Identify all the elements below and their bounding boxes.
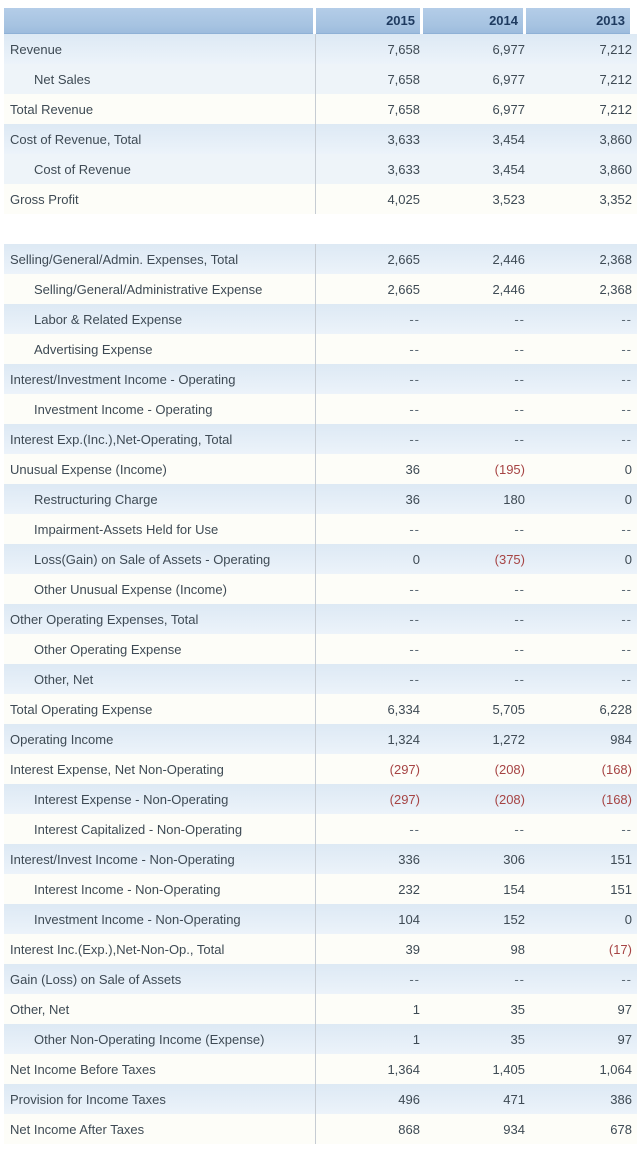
row-label: Total Revenue bbox=[4, 94, 316, 124]
value-2013: 7,212 bbox=[599, 41, 632, 57]
value-2013: 3,352 bbox=[599, 191, 632, 207]
value-2013: 151 bbox=[610, 851, 632, 867]
section-gap bbox=[4, 214, 637, 244]
value-2013: 3,860 bbox=[599, 161, 632, 177]
value-2013: -- bbox=[621, 371, 632, 387]
value-2013: 97 bbox=[617, 1001, 632, 1017]
value-2014: 1,405 bbox=[492, 1061, 525, 1077]
value-2015: 4,025 bbox=[387, 191, 420, 207]
table-row bbox=[4, 844, 637, 874]
value-2014: (375) bbox=[494, 551, 525, 567]
value-2013: 0 bbox=[624, 551, 632, 567]
header-year-2015: 2015 bbox=[316, 8, 420, 34]
table-row bbox=[4, 724, 637, 754]
value-2015: -- bbox=[409, 311, 420, 327]
value-2015: 1 bbox=[412, 1001, 420, 1017]
table-row bbox=[4, 274, 637, 304]
value-2014: (195) bbox=[494, 461, 525, 477]
value-2014: 2,446 bbox=[492, 251, 525, 267]
value-2014: 1,272 bbox=[492, 731, 525, 747]
value-2013: (168) bbox=[601, 761, 632, 777]
table-row bbox=[4, 154, 637, 184]
value-2014: -- bbox=[514, 371, 525, 387]
row-label: Interest Exp.(Inc.),Net-Operating, Total bbox=[4, 424, 316, 454]
table-row bbox=[4, 364, 637, 394]
value-2013: -- bbox=[621, 641, 632, 657]
value-2014: 6,977 bbox=[492, 101, 525, 117]
value-2013: -- bbox=[621, 311, 632, 327]
value-2013: 3,860 bbox=[599, 131, 632, 147]
value-2014: 6,977 bbox=[492, 71, 525, 87]
value-2015: 3,633 bbox=[387, 131, 420, 147]
value-2015: -- bbox=[409, 371, 420, 387]
value-2014: (208) bbox=[494, 791, 525, 807]
value-2013: 1,064 bbox=[599, 1061, 632, 1077]
value-2015: -- bbox=[409, 971, 420, 987]
table-row bbox=[4, 244, 637, 274]
value-2015: -- bbox=[409, 431, 420, 447]
value-2013: 2,368 bbox=[599, 251, 632, 267]
value-2014: 5,705 bbox=[492, 701, 525, 717]
value-2013: -- bbox=[621, 671, 632, 687]
value-2015: 496 bbox=[398, 1091, 420, 1107]
value-2015: 36 bbox=[405, 491, 420, 507]
value-2015: 2,665 bbox=[387, 251, 420, 267]
table-row bbox=[4, 964, 637, 994]
table-row bbox=[4, 64, 637, 94]
value-2013: 984 bbox=[610, 731, 632, 747]
value-2014: -- bbox=[514, 431, 525, 447]
value-2013: -- bbox=[621, 401, 632, 417]
table-row bbox=[4, 694, 637, 724]
row-label: Other Non-Operating Income (Expense) bbox=[4, 1024, 316, 1054]
value-2013: 0 bbox=[624, 461, 632, 477]
row-label: Cost of Revenue bbox=[4, 154, 316, 184]
table-row bbox=[4, 514, 637, 544]
value-2013: 6,228 bbox=[599, 701, 632, 717]
value-2015: 104 bbox=[398, 911, 420, 927]
table-row bbox=[4, 424, 637, 454]
value-2015: -- bbox=[409, 341, 420, 357]
value-2014: -- bbox=[514, 821, 525, 837]
value-2013: -- bbox=[621, 971, 632, 987]
table-row bbox=[4, 334, 637, 364]
value-2014: 471 bbox=[503, 1091, 525, 1107]
value-2015: 7,658 bbox=[387, 71, 420, 87]
row-label: Net Sales bbox=[4, 64, 316, 94]
value-2015: -- bbox=[409, 821, 420, 837]
header-year-2013: 2013 bbox=[526, 8, 630, 34]
table-row bbox=[4, 874, 637, 904]
value-2015: 36 bbox=[405, 461, 420, 477]
value-2014: 934 bbox=[503, 1121, 525, 1137]
row-label: Restructuring Charge bbox=[4, 484, 316, 514]
row-label: Net Income Before Taxes bbox=[4, 1054, 316, 1084]
value-2013: 386 bbox=[610, 1091, 632, 1107]
table-row bbox=[4, 1024, 637, 1054]
value-2013: -- bbox=[621, 611, 632, 627]
row-label: Other Operating Expense bbox=[4, 634, 316, 664]
table-row bbox=[4, 1054, 637, 1084]
value-2014: 3,454 bbox=[492, 161, 525, 177]
value-2013: 151 bbox=[610, 881, 632, 897]
value-2015: 1,324 bbox=[387, 731, 420, 747]
value-2015: -- bbox=[409, 671, 420, 687]
table-row bbox=[4, 784, 637, 814]
row-label: Interest Expense, Net Non-Operating bbox=[4, 754, 316, 784]
row-label: Unusual Expense (Income) bbox=[4, 454, 316, 484]
value-2015: -- bbox=[409, 611, 420, 627]
value-2013: 2,368 bbox=[599, 281, 632, 297]
value-2015: -- bbox=[409, 401, 420, 417]
table-row bbox=[4, 34, 637, 64]
row-label: Interest/Investment Income - Operating bbox=[4, 364, 316, 394]
table-row bbox=[4, 184, 637, 214]
row-label: Interest Inc.(Exp.),Net-Non-Op., Total bbox=[4, 934, 316, 964]
table-row bbox=[4, 574, 637, 604]
value-2014: 152 bbox=[503, 911, 525, 927]
row-label: Investment Income - Non-Operating bbox=[4, 904, 316, 934]
value-2015: 7,658 bbox=[387, 101, 420, 117]
value-2015: 0 bbox=[412, 551, 420, 567]
row-label: Impairment-Assets Held for Use bbox=[4, 514, 316, 544]
table-row bbox=[4, 604, 637, 634]
value-2013: 7,212 bbox=[599, 71, 632, 87]
value-2015: 1 bbox=[412, 1031, 420, 1047]
row-label: Gain (Loss) on Sale of Assets bbox=[4, 964, 316, 994]
value-2014: 2,446 bbox=[492, 281, 525, 297]
value-2014: -- bbox=[514, 311, 525, 327]
value-2015: -- bbox=[409, 581, 420, 597]
value-2014: 6,977 bbox=[492, 41, 525, 57]
table-row bbox=[4, 544, 637, 574]
value-2014: -- bbox=[514, 611, 525, 627]
value-2015: 868 bbox=[398, 1121, 420, 1137]
table-row bbox=[4, 304, 637, 334]
row-label: Cost of Revenue, Total bbox=[4, 124, 316, 154]
row-label: Interest Capitalized - Non-Operating bbox=[4, 814, 316, 844]
table-row bbox=[4, 814, 637, 844]
table-row bbox=[4, 1084, 637, 1114]
value-2014: -- bbox=[514, 671, 525, 687]
value-2014: 306 bbox=[503, 851, 525, 867]
income-statement-table bbox=[4, 8, 637, 1144]
row-label: Interest Expense - Non-Operating bbox=[4, 784, 316, 814]
value-2015: 336 bbox=[398, 851, 420, 867]
row-label: Selling/General/Administrative Expense bbox=[4, 274, 316, 304]
value-2014: -- bbox=[514, 641, 525, 657]
value-2014: 154 bbox=[503, 881, 525, 897]
value-2015: -- bbox=[409, 521, 420, 537]
revenue-section bbox=[4, 34, 637, 214]
table-row bbox=[4, 484, 637, 514]
value-2013: (168) bbox=[601, 791, 632, 807]
value-2013: -- bbox=[621, 521, 632, 537]
value-2013: (17) bbox=[608, 941, 632, 957]
value-2015: 7,658 bbox=[387, 41, 420, 57]
value-2015: 1,364 bbox=[387, 1061, 420, 1077]
value-2015: 2,665 bbox=[387, 281, 420, 297]
value-2013: 97 bbox=[617, 1031, 632, 1047]
row-label: Loss(Gain) on Sale of Assets - Operating bbox=[4, 544, 316, 574]
table-row bbox=[4, 634, 637, 664]
table-header-row bbox=[4, 8, 637, 34]
table-row bbox=[4, 904, 637, 934]
value-2013: -- bbox=[621, 341, 632, 357]
value-2013: -- bbox=[621, 821, 632, 837]
value-2015: (297) bbox=[389, 761, 420, 777]
value-2014: 35 bbox=[510, 1031, 525, 1047]
table-row bbox=[4, 1114, 637, 1144]
value-2013: -- bbox=[621, 581, 632, 597]
row-label: Operating Income bbox=[4, 724, 316, 754]
value-2013: 678 bbox=[610, 1121, 632, 1137]
table-row bbox=[4, 94, 637, 124]
value-2013: -- bbox=[621, 431, 632, 447]
table-row bbox=[4, 934, 637, 964]
row-label: Other Unusual Expense (Income) bbox=[4, 574, 316, 604]
row-label: Provision for Income Taxes bbox=[4, 1084, 316, 1114]
row-label: Other Operating Expenses, Total bbox=[4, 604, 316, 634]
table-row bbox=[4, 994, 637, 1024]
row-label: Other, Net bbox=[4, 664, 316, 694]
value-2014: 98 bbox=[510, 941, 525, 957]
table-row bbox=[4, 664, 637, 694]
value-2015: 39 bbox=[405, 941, 420, 957]
header-label-cell bbox=[4, 8, 313, 34]
row-label: Advertising Expense bbox=[4, 334, 316, 364]
value-2015: (297) bbox=[389, 791, 420, 807]
value-2015: -- bbox=[409, 641, 420, 657]
value-2014: -- bbox=[514, 341, 525, 357]
row-label: Other, Net bbox=[4, 994, 316, 1024]
table-row bbox=[4, 394, 637, 424]
value-2015: 3,633 bbox=[387, 161, 420, 177]
table-row bbox=[4, 454, 637, 484]
value-2015: 6,334 bbox=[387, 701, 420, 717]
table-row bbox=[4, 124, 637, 154]
value-2014: 3,454 bbox=[492, 131, 525, 147]
row-label: Selling/General/Admin. Expenses, Total bbox=[4, 244, 316, 274]
value-2014: 180 bbox=[503, 491, 525, 507]
value-2014: -- bbox=[514, 581, 525, 597]
value-2014: -- bbox=[514, 401, 525, 417]
row-label: Investment Income - Operating bbox=[4, 394, 316, 424]
operating-section bbox=[4, 244, 637, 1144]
value-2014: -- bbox=[514, 521, 525, 537]
row-label: Total Operating Expense bbox=[4, 694, 316, 724]
value-2014: 35 bbox=[510, 1001, 525, 1017]
value-2014: (208) bbox=[494, 761, 525, 777]
table-row bbox=[4, 754, 637, 784]
value-2013: 0 bbox=[624, 491, 632, 507]
value-2013: 0 bbox=[624, 911, 632, 927]
row-label: Labor & Related Expense bbox=[4, 304, 316, 334]
value-2014: -- bbox=[514, 971, 525, 987]
row-label: Gross Profit bbox=[4, 184, 316, 214]
row-label: Interest/Invest Income - Non-Operating bbox=[4, 844, 316, 874]
row-label: Revenue bbox=[4, 34, 316, 64]
row-label: Net Income After Taxes bbox=[4, 1114, 316, 1144]
header-year-2014: 2014 bbox=[423, 8, 523, 34]
value-2014: 3,523 bbox=[492, 191, 525, 207]
value-2013: 7,212 bbox=[599, 101, 632, 117]
row-label: Interest Income - Non-Operating bbox=[4, 874, 316, 904]
value-2015: 232 bbox=[398, 881, 420, 897]
